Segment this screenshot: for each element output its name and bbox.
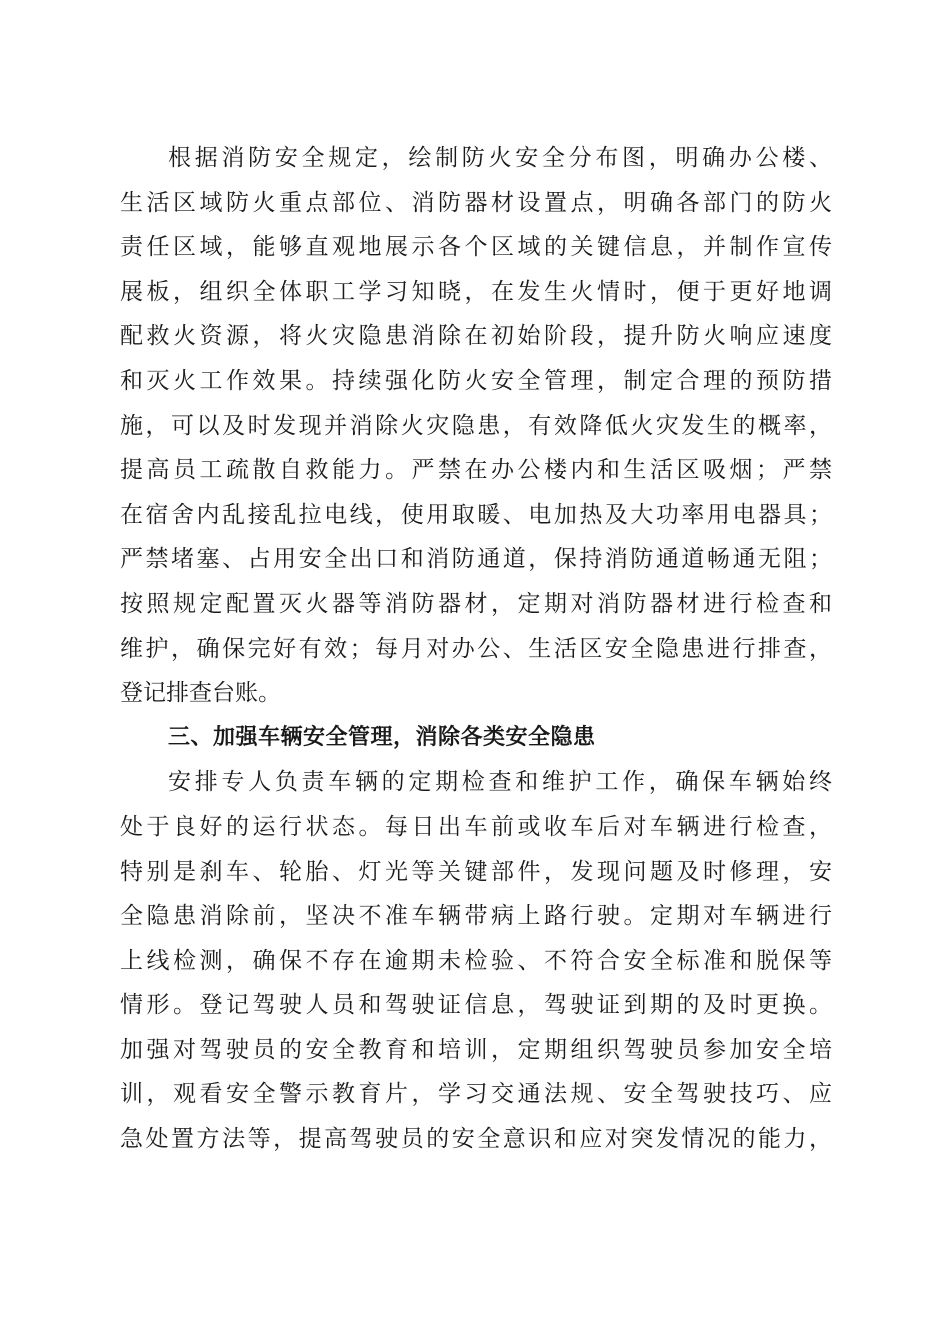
paragraph-fire-safety bbox=[120, 143, 832, 723]
text-line: 情形。登记驾驶人员和驾驶证信息，驾驶证到期的及时更换。 bbox=[120, 992, 832, 1019]
text-line: 上线检测，确保不存在逾期未检验、不符合安全标准和脱保等 bbox=[120, 947, 832, 974]
text-line: 登记排查台账。 bbox=[120, 680, 281, 707]
text-line: 处于良好的运行状态。每日出车前或收车后对车辆进行检查， bbox=[120, 813, 832, 840]
text-line: 责任区域，能够直观地展示各个区域的关键信息，并制作宣传 bbox=[120, 234, 832, 261]
text-line: 按照规定配置灭火器等消防器材，定期对消防器材进行检查和 bbox=[120, 590, 832, 617]
text-line: 和灭火工作效果。持续强化防火安全管理，制定合理的预防措 bbox=[120, 367, 832, 394]
section-heading: 三、加强车辆安全管理，消除各类安全隐患 bbox=[168, 724, 596, 750]
text-line: 严禁堵塞、占用安全出口和消防通道，保持消防通道畅通无阻； bbox=[120, 546, 832, 573]
text-line: 急处置方法等，提高驾驶员的安全意识和应对突发情况的能力， bbox=[120, 1126, 832, 1153]
text-line: 施，可以及时发现并消除火灾隐患，有效降低火灾发生的概率， bbox=[120, 412, 832, 439]
text-line: 特别是刹车、轮胎、灯光等关键部件，发现问题及时修理，安 bbox=[120, 858, 832, 885]
text-line: 展板，组织全体职工学习知晓，在发生火情时，便于更好地调 bbox=[120, 278, 832, 305]
text-line: 在宿舍内乱接乱拉电线，使用取暖、电加热及大功率用电器具； bbox=[120, 501, 832, 528]
paragraph-vehicle-safety bbox=[120, 767, 832, 1168]
document-body bbox=[120, 143, 832, 1169]
text-line: 训，观看安全警示教育片，学习交通法规、安全驾驶技巧、应 bbox=[120, 1081, 832, 1108]
text-line: 加强对驾驶员的安全教育和培训，定期组织驾驶员参加安全培 bbox=[120, 1036, 832, 1063]
text-line: 全隐患消除前，坚决不准车辆带病上路行驶。定期对车辆进行 bbox=[120, 903, 832, 930]
text-line: 维护，确保完好有效；每月对办公、生活区安全隐患进行排查， bbox=[120, 635, 832, 662]
text-line: 提高员工疏散自救能力。严禁在办公楼内和生活区吸烟；严禁 bbox=[120, 457, 832, 484]
text-line: 安排专人负责车辆的定期检查和维护工作，确保车辆始终 bbox=[168, 769, 832, 796]
text-line: 配救火资源，将火灾隐患消除在初始阶段，提升防火响应速度 bbox=[120, 323, 832, 350]
text-line: 生活区域防火重点部位、消防器材设置点，明确各部门的防火 bbox=[120, 189, 832, 216]
text-line: 根据消防安全规定，绘制防火安全分布图，明确办公楼、 bbox=[168, 145, 832, 171]
